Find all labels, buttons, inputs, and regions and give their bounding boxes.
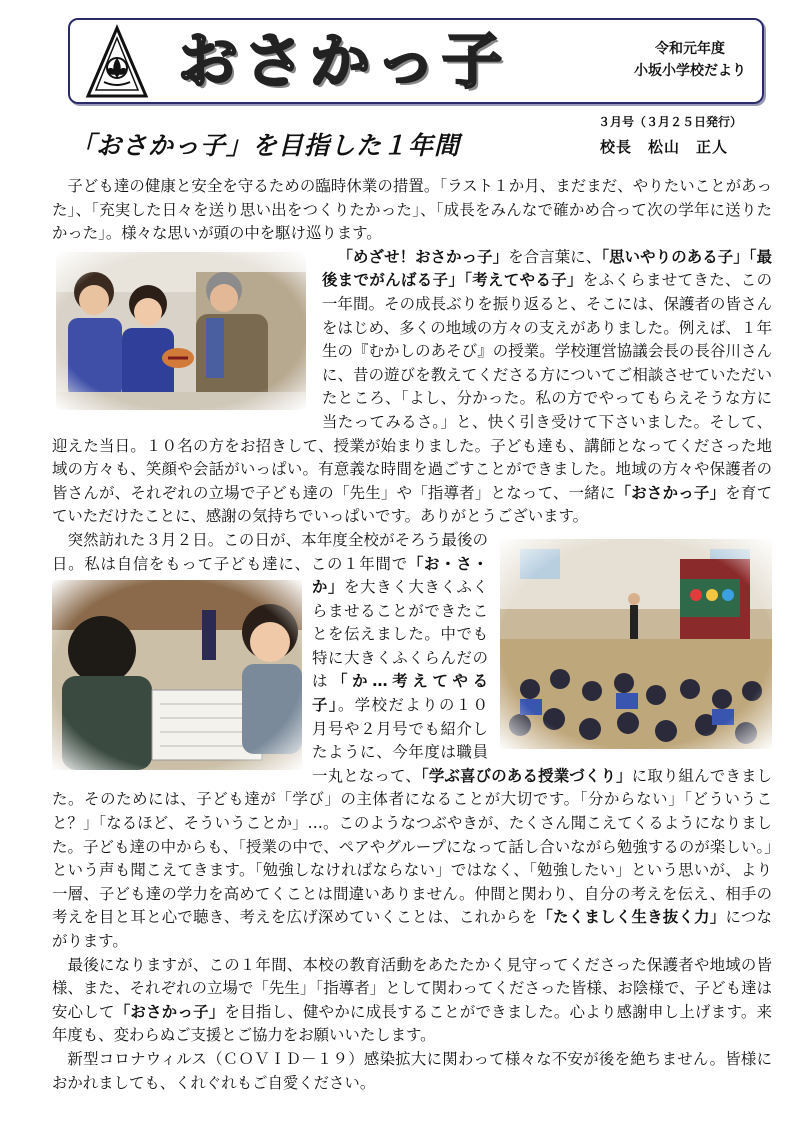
- article-author: 校長 松山 正人: [600, 138, 729, 156]
- osaka-highlight: 「お・さ・か」: [312, 554, 488, 597]
- gym-assembly-photo: [500, 539, 772, 749]
- strength-highlight: 「たくましく生き抜く力」: [537, 908, 726, 927]
- article-headline: 「おさかっ子」を目指した１年間: [70, 131, 461, 160]
- slogan-highlight: 「めざせ！おさかっ子」: [337, 247, 509, 266]
- school-name: 小坂小学校だより: [634, 63, 746, 79]
- paragraph-2: 「めざせ！おさかっ子」を合言葉に、「思いやりのある子」「最後までがんばる子」「考えてやる子」をふくらませてきた、この一年間。その成長ぶりを振り返ると、そこには、保護者の皆さんをはじめ、多くの地域の方々の支えがありました。例えば、１年生の『むかしのあそび』の授業。学校運営協議会長の長谷川さんに、昔の遊びを教えてくださる方についてご相談させていただいたところ、「よし、分かった。私の方でやってもらえそうな方に当たってみるさ。」と、快く引き受けて下さいました。そして、迎えた当日。１０名の方をお招きして、授業が始まりました。子ども達も、講師となってくださった地域の方々も、笑顔や会話がいっぱい。有意義な時間を過ごすことができました。地域の方々や保護者の皆さんが、それぞれの立場で子ども達の「先生」や「指導者」となって、一緒に「おさかっ子」を育てていただけたことに、感謝の気持ちでいっぱいです。ありがとうございます。: [52, 247, 772, 526]
- school-emblem-icon: [84, 24, 150, 100]
- paragraph-5: 新型コロナウィルス（ＣＯＶＩＤ－１９）感染拡大に関わって様々な不安が後を絶ちません。皆様におかれましても、くれぐれもご自愛ください。: [52, 1049, 772, 1092]
- issue-date: ３月号（３月２５日発行）: [597, 115, 742, 129]
- newsletter-title: おさかっ子: [178, 27, 508, 97]
- goals-highlight: 「思いやりのある子」「最後までがんばる子」「考えてやる子」: [322, 247, 772, 290]
- think-highlight: 「か…考えてやる子」: [312, 672, 488, 715]
- paragraph-4: 最後になりますが、この１年間、本校の教育活動をあたたかく見守ってくださった保護者や地域の皆様、また、それぞれの立場で「先生」「指導者」として関わってくださった皆様、お陰様で、子ども達は安心して「おさかっ子」を目指し、健やかに成長することができました。心より感謝申し上げます。来年度も、変わらぬご支援とご協力をお願いいたします。: [52, 955, 772, 1045]
- lesson-highlight: 「学ぶ喜びのある授業づくり」: [420, 766, 632, 785]
- paragraph-3: 突然訪れた３月２日。この日が、本年度全校がそろう最後の日。私は自信をもって子ども達に、この１年間で「お・さ・か」 を大きく大きくふくらませることができたことを伝えました。中でも特に大きくふくらんだのは「か…考えてやる子」。学校だよりの１０月号や２月号でも紹介したように、今年度は職員一丸となって、「学ぶ喜びのある授業づくり」に取り組んできました。そのためには、子ども達が「学び」の主体者になることが大切です。「分からない」「どういうこと？」「なるほど、そういうことか」…。このようなつぶやきが、たくさん聞こえてくるようになりました。子ども達の中からも、「授業の中で、ペアやグループになって話し合いながら勉強するのが楽しい。」という声も聞こえてきます。「勉強しなければならない」ではなく、「勉強したい」という思いが、より一層、子ども達の学力を高めてくことは間違いありません。仲間と関わり、自分の考えを伝え、相手の考えを目と耳と心で聴き、考えを広げ深めていくことは、これからを「たくましく生き抜く力」につながります。: [52, 530, 772, 950]
- osakakko-highlight-2: 「おさかっ子」: [114, 1002, 225, 1021]
- children-with-elder-photo: [56, 252, 306, 410]
- paragraph-1: 子ども達の健康と安全を守るための臨時休業の措置。「ラスト１か月、まだまだ、やりたいことがあった」、「充実した日々を送り思い出をつくりたかった」、「成長をみんなで確かめ合って次の学年に送りたかった」。様々な思いが頭の中を駆け巡ります。: [52, 177, 772, 243]
- osakakko-highlight: 「おさかっ子」: [615, 483, 726, 502]
- school-year: 令和元年度: [655, 41, 725, 57]
- masthead: [68, 18, 764, 104]
- school-info: [634, 38, 746, 82]
- students-studying-photo: [52, 580, 302, 770]
- article-body: [52, 175, 772, 1095]
